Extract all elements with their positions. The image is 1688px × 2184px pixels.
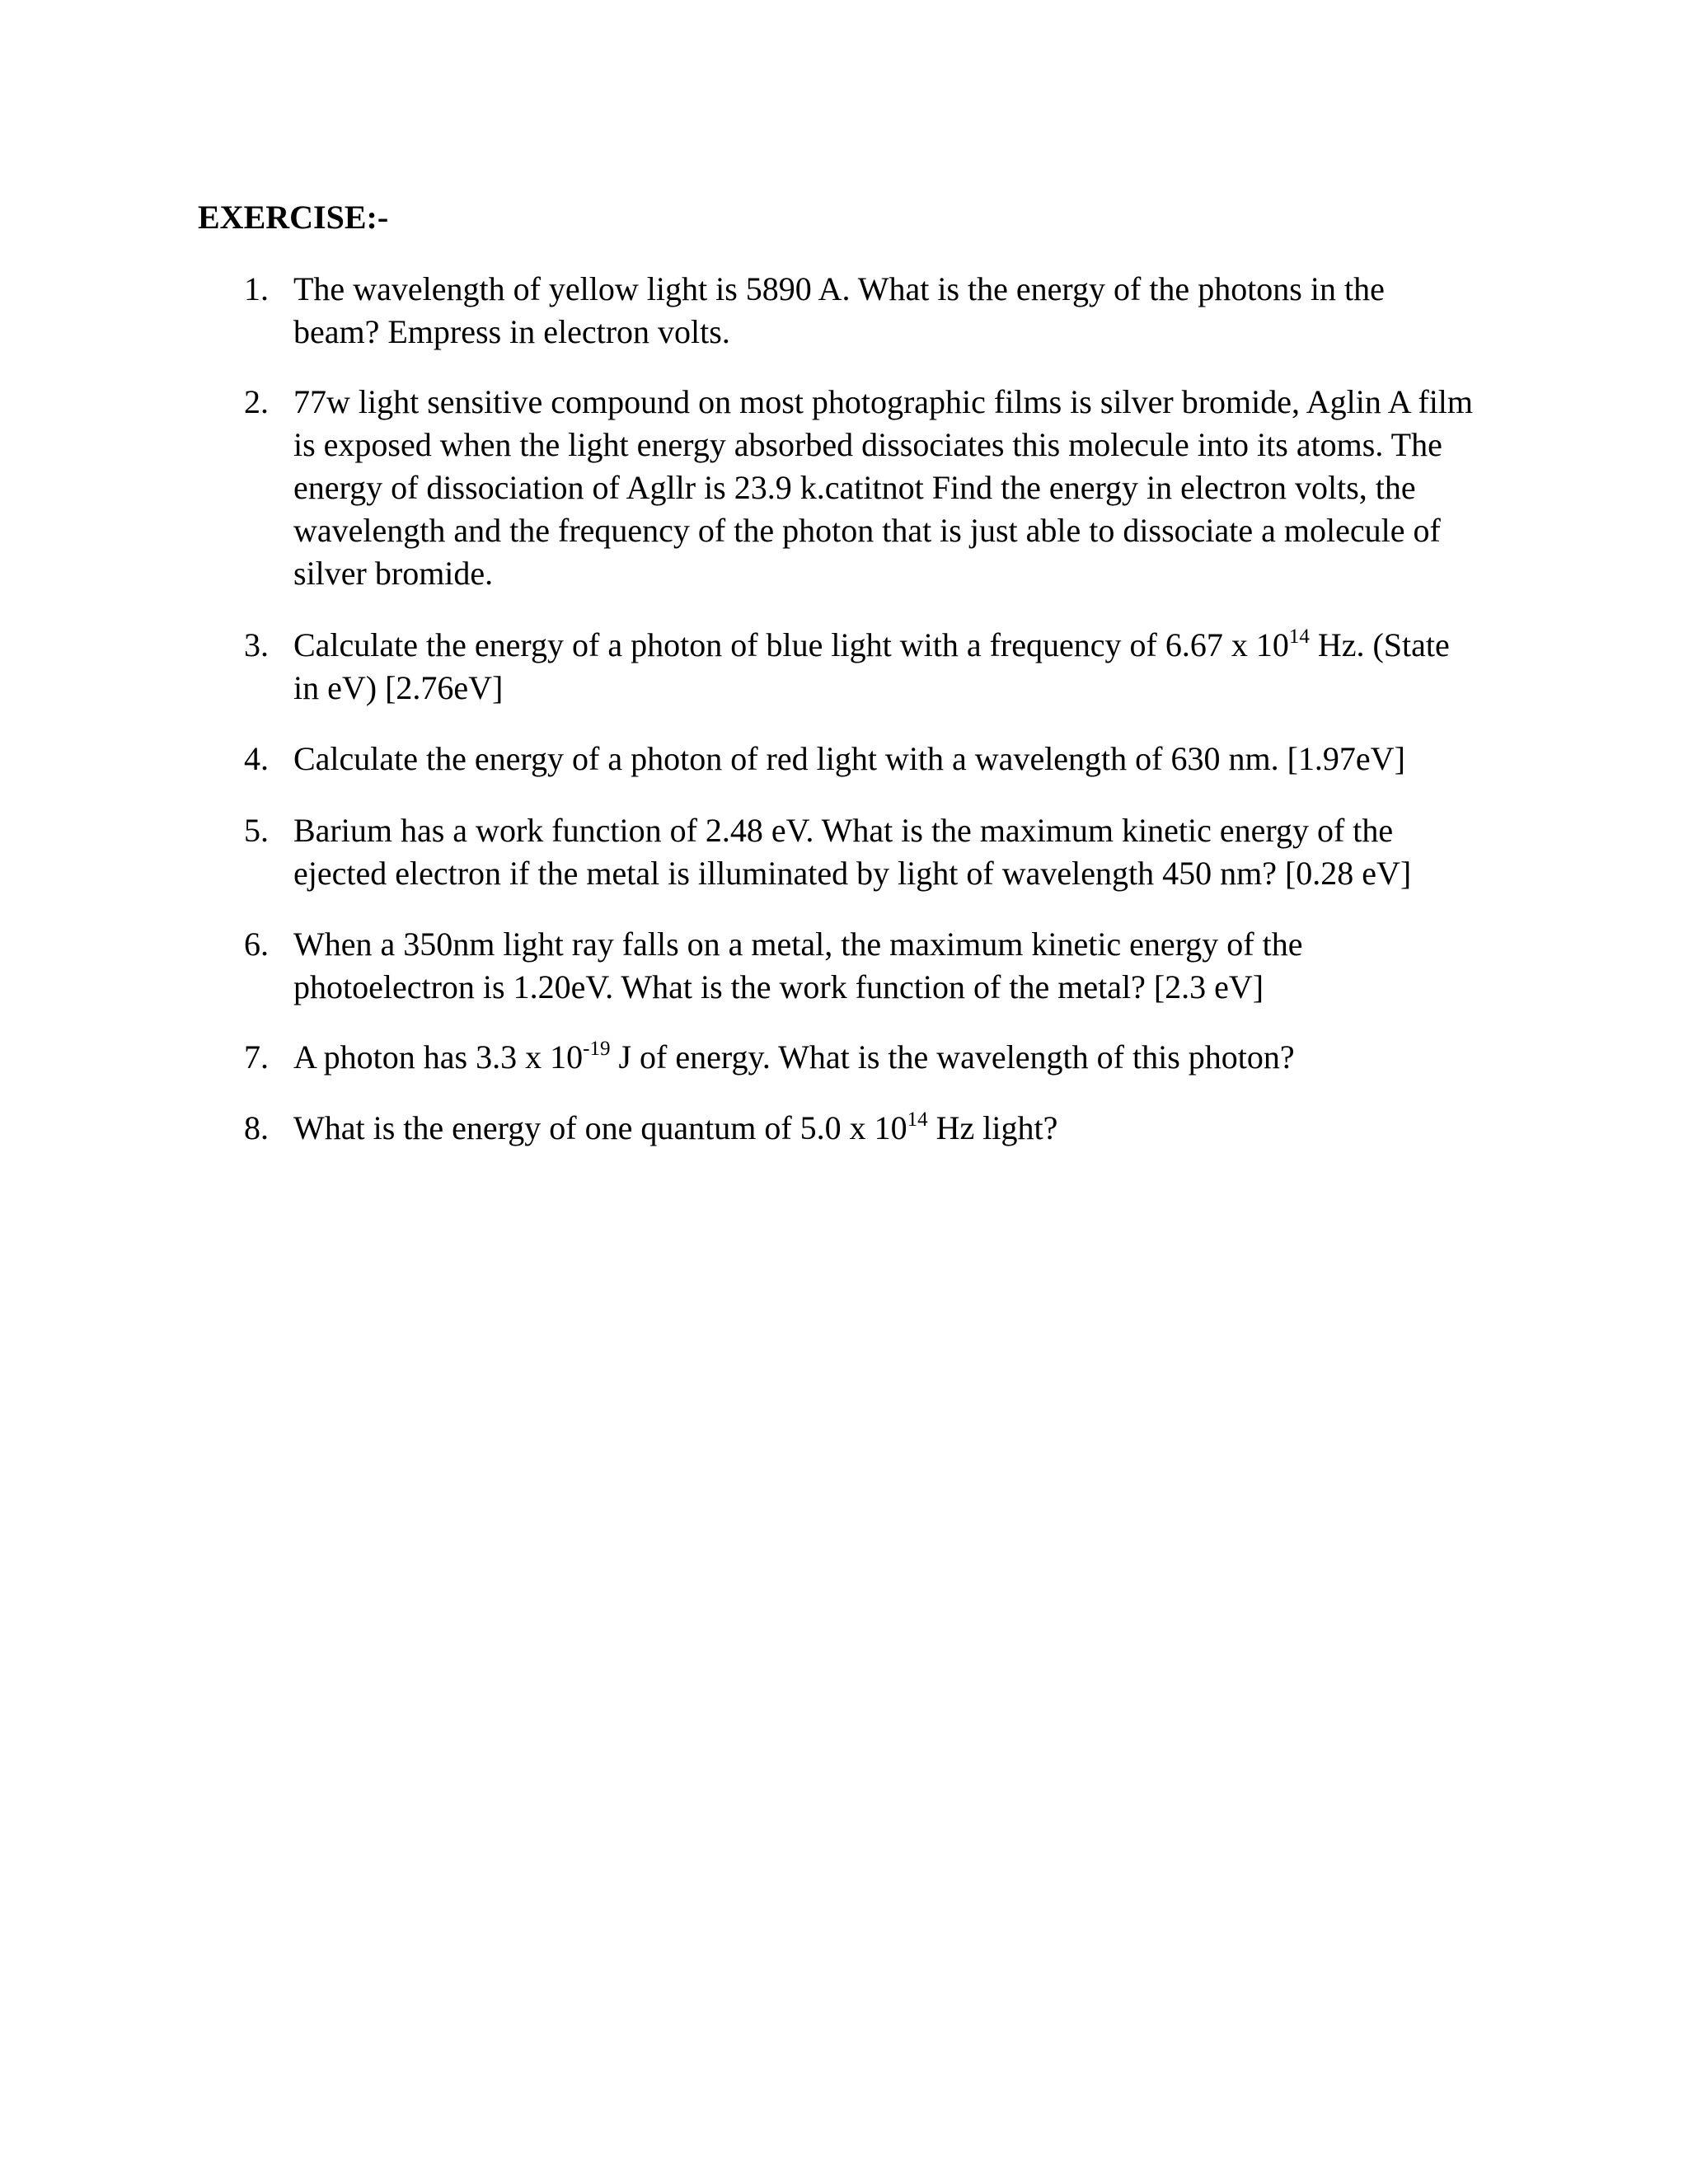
item-number: 8. bbox=[244, 1109, 269, 1146]
text-line: silver bromide. bbox=[293, 555, 494, 592]
text-line bbox=[293, 624, 1480, 667]
exponent: 14 bbox=[1288, 625, 1310, 648]
text-line: The wavelength of yellow light is 5890 A. What is the energy of the photons in the bbox=[293, 270, 1385, 307]
text-line: in eV) [2.76eV] bbox=[293, 669, 504, 706]
item-text bbox=[293, 738, 1480, 780]
text-run: Calculate the energy of a photon of blue light with a frequency of 6.67 x 10 bbox=[293, 626, 1289, 663]
text-line: Barium has a work function of 2.48 eV. What is the maximum kinetic energy of the bbox=[293, 812, 1394, 849]
exercise-heading: EXERCISE:- bbox=[198, 199, 389, 236]
item-number: 5. bbox=[244, 812, 269, 849]
item-text bbox=[293, 381, 1480, 595]
text-run: Hz. (State bbox=[1309, 626, 1450, 663]
text-line: photoelectron is 1.20eV. What is the work function of the metal? [2.3 eV] bbox=[293, 968, 1264, 1005]
text-run: A photon has 3.3 x 10 bbox=[293, 1038, 584, 1076]
text-line: 77w light sensitive compound on most photographic films is silver bromide, Aglin A film bbox=[293, 383, 1474, 420]
exponent: 14 bbox=[907, 1108, 928, 1131]
item-text bbox=[293, 809, 1480, 895]
item-text bbox=[293, 624, 1480, 710]
item-number: 2. bbox=[244, 383, 269, 420]
exponent: -19 bbox=[583, 1037, 611, 1060]
item-text bbox=[293, 1107, 1480, 1150]
text-line: wavelength and the frequency of the photon that is just able to dissociate a molecule of bbox=[293, 512, 1441, 549]
text-run: J of energy. What is the wavelength of this photon? bbox=[610, 1038, 1295, 1076]
item-text bbox=[293, 923, 1480, 1009]
item-text bbox=[293, 1036, 1480, 1079]
text-line bbox=[293, 1036, 1480, 1079]
item-number: 3. bbox=[244, 626, 269, 663]
item-number: 1. bbox=[244, 270, 269, 307]
text-line: ejected electron if the metal is illuminated by light of wavelength 450 nm? [0.28 eV] bbox=[293, 855, 1412, 892]
text-run: Hz light? bbox=[927, 1109, 1058, 1146]
text-line: When a 350nm light ray falls on a metal, the maximum kinetic energy of the bbox=[293, 926, 1303, 963]
text-line: beam? Empress in electron volts. bbox=[293, 313, 730, 350]
text-line bbox=[293, 1107, 1480, 1150]
text-run: What is the energy of one quantum of 5.0 x 10 bbox=[293, 1109, 907, 1146]
item-number: 7. bbox=[244, 1038, 269, 1076]
text-line: is exposed when the light energy absorbed dissociates this molecule into its atoms. The bbox=[293, 426, 1442, 463]
text-line: Calculate the energy of a photon of red light with a wavelength of 630 nm. [1.97eV] bbox=[293, 740, 1405, 777]
item-text bbox=[293, 268, 1480, 354]
text-line: energy of dissociation of Agllr is 23.9 k.catitnot Find the energy in electron volts, the bbox=[293, 469, 1416, 506]
item-number: 4. bbox=[244, 740, 269, 777]
item-number: 6. bbox=[244, 926, 269, 963]
